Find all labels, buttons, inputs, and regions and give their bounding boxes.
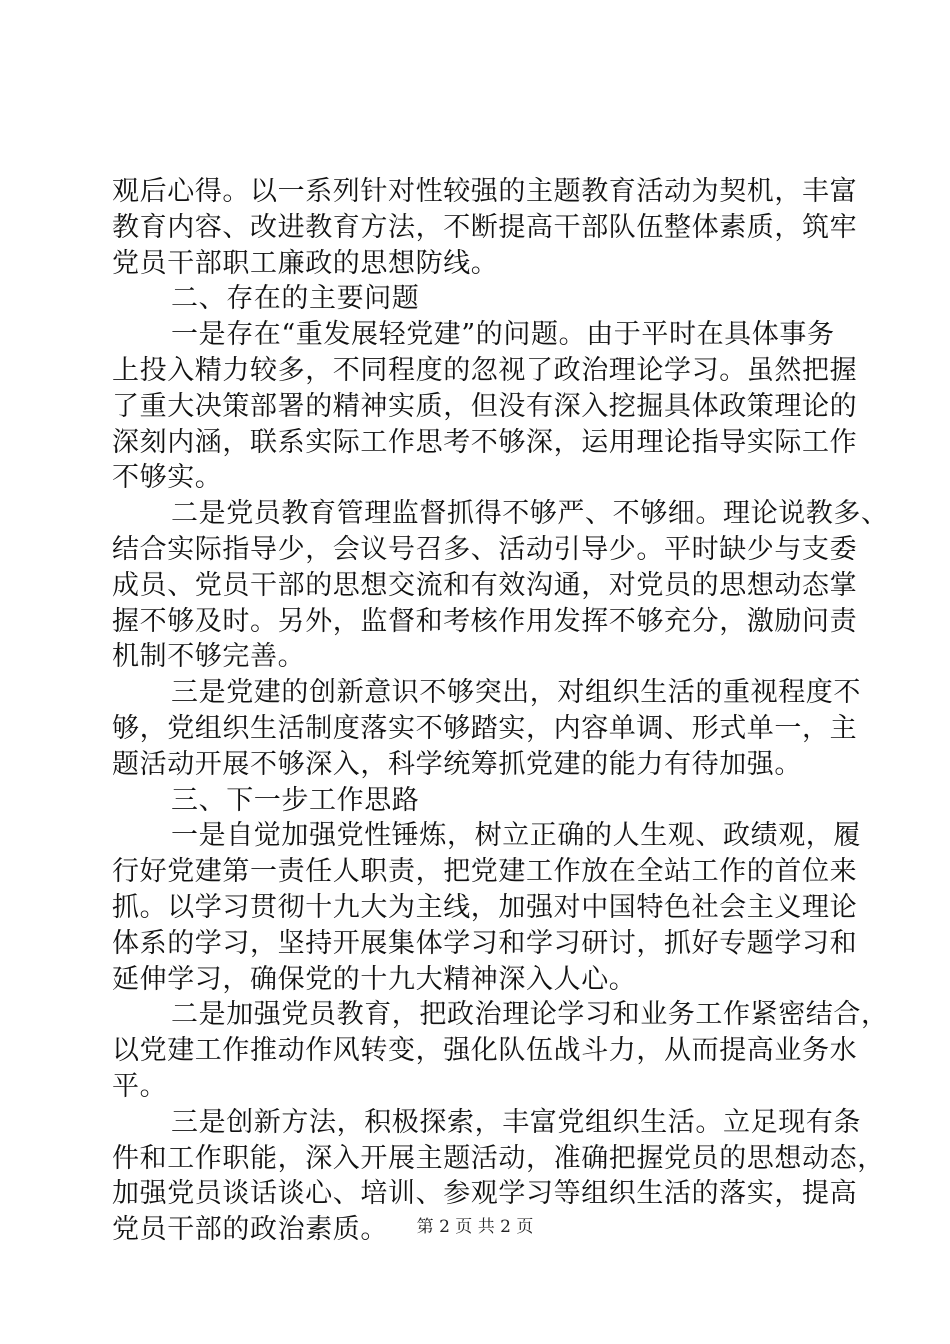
paragraph-start-line: 三是创新方法，积极探索，丰富党组织生活。立足现有条 bbox=[171, 1106, 861, 1138]
text-line: 以党建工作推动作风转变，强化队伍战斗力，从而提高业务水 bbox=[112, 1035, 858, 1067]
body-text bbox=[112, 174, 889, 1248]
text-line: 观后心得。以一系列针对性较强的主题教育活动为契机，丰富 bbox=[112, 176, 858, 207]
text-line: 上投入精力较多，不同程度的忽视了政治理论学习。虽然把握 bbox=[112, 354, 858, 386]
paragraph-start-line: 一是存在“重发展轻党建”的问题。由于平时在具体事务 bbox=[171, 319, 835, 351]
text-line: 握不够及时。另外，监督和考核作用发挥不够充分，激励问责 bbox=[112, 605, 858, 637]
text-line: 结合实际指导少，会议号召多、活动引导少。平时缺少与支委 bbox=[112, 533, 858, 565]
paragraph-start-line: 一是自觉加强党性锤炼，树立正确的人生观、政绩观，履 bbox=[171, 820, 861, 852]
text-line: 抓。以学习贯彻十九大为主线，加强对中国特色社会主义理论 bbox=[112, 891, 858, 923]
text-line: 加强党员谈话谈心、培训、参观学习等组织生活的落实，提高 bbox=[112, 1178, 858, 1210]
section-heading: 二、存在的主要问题 bbox=[171, 283, 420, 315]
text-line: 深刻内涵，联系实际工作思考不够深，运用理论指导实际工作 bbox=[112, 426, 858, 458]
paragraph-start-line: 三是党建的创新意识不够突出，对组织生活的重视程度不 bbox=[171, 677, 861, 709]
section-heading: 三、下一步工作思路 bbox=[171, 784, 420, 816]
text-line: 党员干部的政治素质。 bbox=[112, 1214, 388, 1246]
text-line: 党员干部职工廉政的思想防线。 bbox=[112, 247, 499, 279]
text-line: 教育内容、改进教育方法，不断提高干部队伍整体素质，筑牢 bbox=[112, 211, 858, 243]
page-number: 第 2 页 共 2 页 bbox=[416, 1217, 534, 1237]
text-line: 延伸学习，确保党的十九大精神深入人心。 bbox=[112, 963, 637, 995]
text-line: 不够实。 bbox=[112, 462, 223, 494]
text-line: 够，党组织生活制度落实不够踏实，内容单调、形式单一，主 bbox=[112, 712, 858, 744]
text-line: 平。 bbox=[112, 1070, 168, 1102]
paragraph-start-line: 二是加强党员教育，把政治理论学习和业务工作紧密结合， bbox=[171, 999, 889, 1031]
text-line: 了重大决策部署的精神实质，但没有深入挖掘具体政策理论的 bbox=[112, 390, 858, 422]
text-line: 成员、党员干部的思想交流和有效沟通，对党员的思想动态掌 bbox=[112, 569, 858, 601]
text-line: 体系的学习，坚持开展集体学习和学习研讨，抓好专题学习和 bbox=[112, 927, 858, 959]
text-line: 件和工作职能，深入开展主题活动，准确把握党员的思想动态， bbox=[112, 1142, 885, 1174]
paragraph-start-line: 二是党员教育管理监督抓得不够严、不够细。理论说教多、 bbox=[171, 498, 889, 530]
text-line: 题活动开展不够深入，科学统筹抓党建的能力有待加强。 bbox=[112, 748, 802, 780]
text-line: 行好党建第一责任人职责，把党建工作放在全站工作的首位来 bbox=[112, 856, 858, 888]
text-line: 机制不够完善。 bbox=[112, 641, 306, 673]
